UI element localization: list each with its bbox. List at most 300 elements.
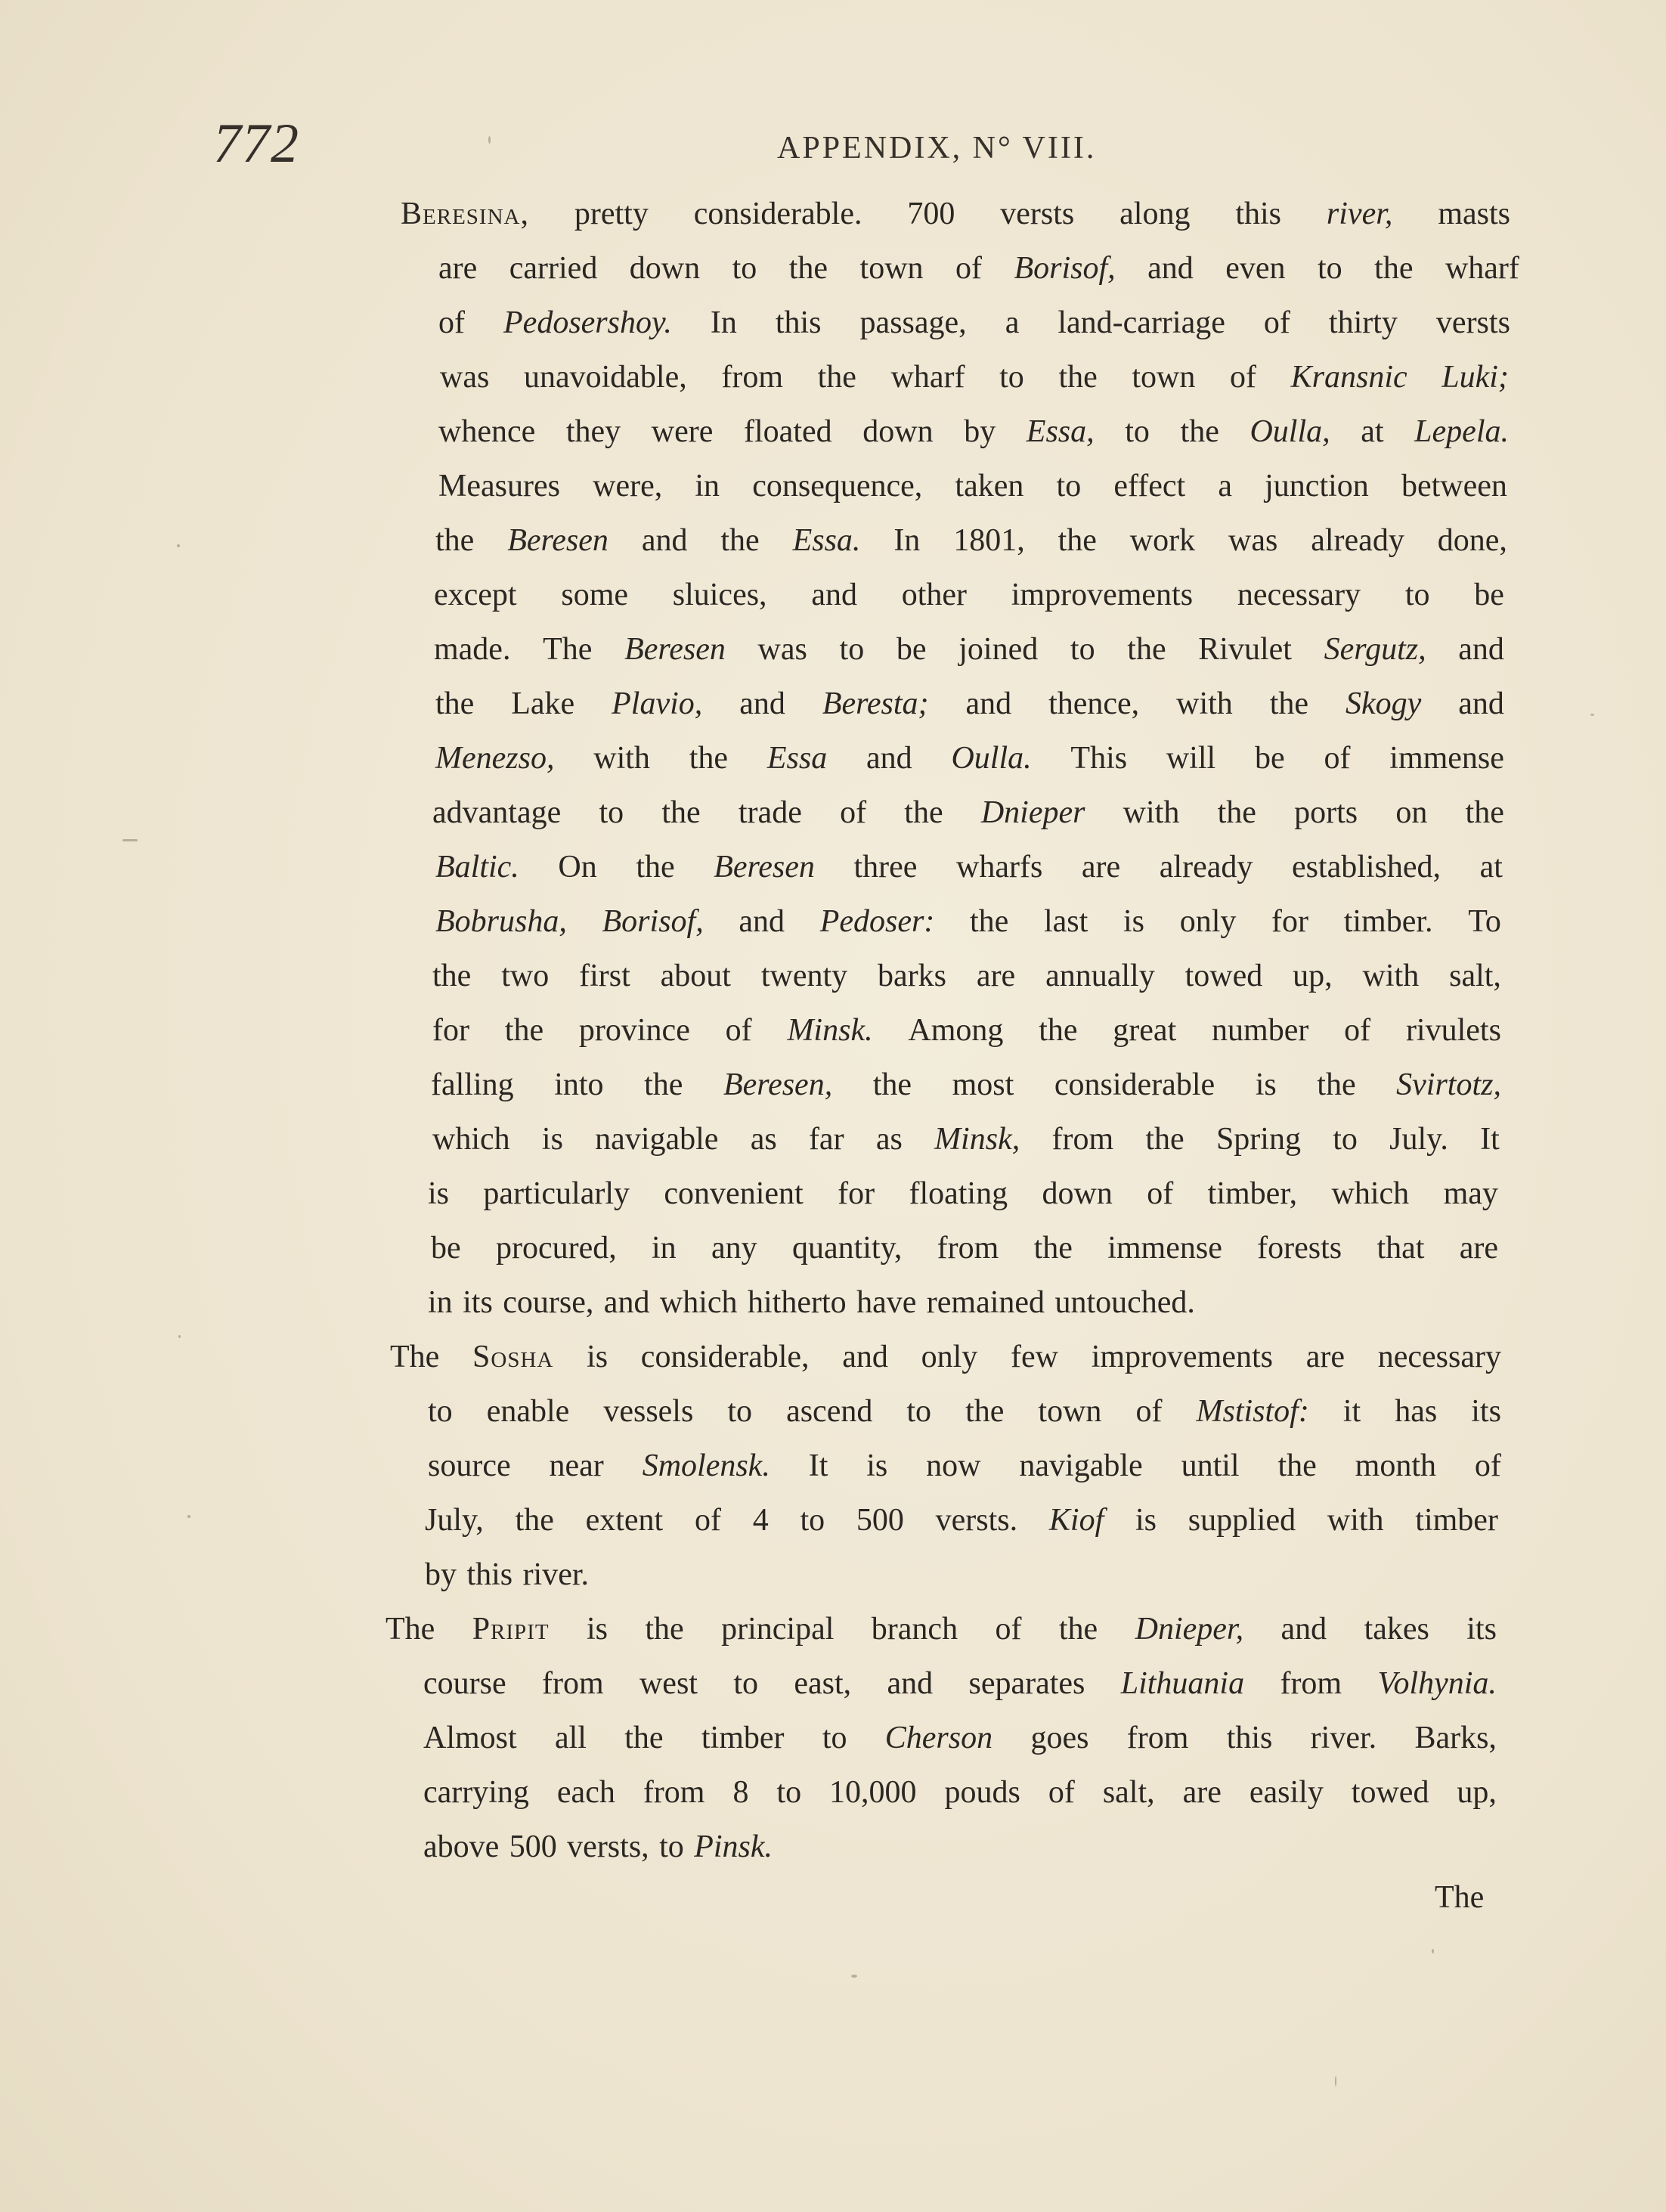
text-word: the [689, 741, 729, 776]
text-word: barks [878, 959, 947, 993]
text-word: done, [1437, 523, 1507, 558]
text-word: two [501, 959, 550, 993]
text-word: down [1042, 1176, 1113, 1211]
paper-speck [488, 136, 491, 144]
text-line [431, 1069, 1501, 1104]
text-word: until [1181, 1448, 1240, 1483]
text-word: to [776, 1775, 802, 1810]
text-word: To [1468, 904, 1501, 939]
text-word: to [906, 1394, 932, 1429]
text-word: the [965, 1394, 1005, 1429]
text-word: carrying [423, 1775, 529, 1810]
text-word: from [1280, 1666, 1342, 1701]
text-word: pretty [574, 197, 649, 231]
text-word: versts [1000, 197, 1075, 231]
text-word: wharf [890, 360, 965, 395]
text-word: up, [1457, 1775, 1497, 1810]
text-word: July, [425, 1503, 484, 1538]
text-word: course, [503, 1285, 594, 1320]
text-word: wharf [1445, 251, 1519, 286]
text-word: junction [1265, 469, 1369, 503]
text-word: which [432, 1122, 510, 1157]
text-word: annually [1045, 959, 1155, 993]
text-word: to [1125, 414, 1150, 449]
text-word: river, [1326, 197, 1393, 231]
text-word: are [1459, 1231, 1498, 1266]
text-line [438, 470, 1507, 505]
text-word: is [1135, 1503, 1157, 1538]
text-word: thirty [1328, 305, 1398, 340]
text-word: into [554, 1067, 604, 1102]
text-word: Barks, [1414, 1721, 1497, 1755]
text-word: Bobrusha, [435, 904, 567, 939]
text-word: effect [1113, 469, 1186, 503]
text-word: Rivulet [1198, 632, 1292, 667]
text-word: the [1058, 523, 1097, 558]
text-word: established, [1291, 850, 1441, 884]
text-line [435, 525, 1507, 559]
text-word: most [952, 1067, 1014, 1102]
text-word: thence, [1048, 686, 1140, 721]
text-word: are [1182, 1775, 1222, 1810]
text-line [438, 307, 1510, 342]
text-word: its [1471, 1394, 1501, 1429]
paper-speck [1432, 1949, 1434, 1953]
text-word: It [808, 1448, 828, 1483]
text-word: of [438, 305, 465, 340]
text-word: be [1255, 741, 1285, 776]
text-word: in [695, 469, 720, 503]
text-word: Dnieper, [1135, 1612, 1244, 1647]
text-word: from [1126, 1721, 1189, 1755]
text-word: a [1218, 469, 1232, 503]
text-word: to [659, 1829, 684, 1864]
text-word: between [1401, 469, 1507, 503]
text-word: navigable [1019, 1448, 1143, 1483]
text-word: the [645, 1612, 684, 1647]
text-word: necessary [1237, 578, 1361, 612]
text-word: Lake [511, 686, 575, 721]
text-word: separates [968, 1666, 1085, 1701]
text-word: from [1051, 1122, 1114, 1157]
text-line [438, 252, 1519, 287]
text-word: except [434, 578, 517, 612]
text-word: timber [701, 1721, 785, 1755]
text-word: the [1033, 1231, 1073, 1266]
text-word: July. [1389, 1122, 1448, 1157]
text-word: Essa, [1026, 414, 1095, 449]
text-word: its [1466, 1612, 1497, 1647]
text-word: whence [438, 414, 536, 449]
text-line [431, 1232, 1498, 1267]
text-word: Kransnic [1290, 360, 1407, 395]
text-word: Sosha [472, 1340, 554, 1374]
text-word: the [435, 523, 475, 558]
text-word: are [976, 959, 1016, 993]
text-word: Lepela. [1414, 414, 1509, 449]
text-word: versts [1435, 305, 1510, 340]
paper-speck [177, 544, 180, 547]
text-word: Dnieper [980, 795, 1085, 830]
text-word: Essa. [792, 523, 861, 558]
text-word: supplied [1188, 1503, 1296, 1538]
text-word: the [624, 1721, 664, 1755]
text-word: near [549, 1448, 604, 1483]
text-word: of [1230, 360, 1256, 395]
text-word: Beresina, [401, 197, 529, 231]
text-word: 10,000 [829, 1775, 917, 1810]
text-word: has [1395, 1394, 1438, 1429]
text-word: the [904, 795, 943, 830]
text-word: joined [958, 632, 1039, 667]
text-word: timber, [1207, 1176, 1298, 1211]
text-word: Lithuania [1120, 1666, 1245, 1701]
text-line [425, 1504, 1498, 1539]
text-word: Among [908, 1013, 1004, 1048]
text-word: west [639, 1666, 698, 1701]
text-word: course [423, 1666, 506, 1701]
paper-speck [1590, 714, 1594, 716]
text-word: with [593, 741, 650, 776]
text-line [423, 1831, 773, 1866]
text-word: the [970, 904, 1009, 939]
text-word: 500 [509, 1829, 557, 1864]
text-word: In [893, 523, 921, 558]
text-word: Borisof, [602, 904, 704, 939]
text-line [423, 1668, 1497, 1702]
text-word: is [586, 1612, 608, 1647]
text-word: they [565, 414, 621, 449]
text-word: In [710, 305, 737, 340]
text-word: The [390, 1340, 440, 1374]
text-word: Beresen [624, 632, 726, 667]
text-word: extent [585, 1503, 664, 1538]
text-word: is [587, 1340, 608, 1374]
text-line [434, 634, 1504, 668]
text-word: salt, [1449, 959, 1501, 993]
text-word: principal [721, 1612, 835, 1647]
text-word: Menezso, [435, 741, 555, 776]
text-word: considerable. [693, 197, 862, 231]
text-word: town [1132, 360, 1196, 395]
text-word: untouched. [1054, 1285, 1195, 1320]
text-word: Beresen [507, 523, 608, 558]
text-word: east, [794, 1666, 852, 1701]
text-word: of [725, 1013, 752, 1048]
text-word: Beresen [714, 850, 815, 884]
text-word: consequence, [752, 469, 923, 503]
text-word: and [603, 1285, 650, 1320]
text-line [432, 797, 1504, 832]
text-word: to [822, 1721, 847, 1755]
text-word: to [1318, 251, 1342, 286]
text-word: Measures [438, 469, 560, 503]
text-word: immense [1107, 1231, 1222, 1266]
text-word: now [926, 1448, 981, 1483]
text-word: On [558, 850, 597, 884]
text-word: number [1212, 1013, 1309, 1048]
text-word: the [1058, 1612, 1098, 1647]
text-word: is [541, 1122, 563, 1157]
text-word: of [995, 1612, 1022, 1647]
text-word: about [660, 959, 731, 993]
text-line [438, 416, 1509, 451]
text-line [435, 688, 1504, 723]
paper-speck [851, 1975, 857, 1978]
text-line [435, 851, 1503, 886]
text-word: unavoidable, [523, 360, 687, 395]
text-word: river. [1310, 1721, 1377, 1755]
text-word: the [1127, 632, 1166, 667]
text-word: takes [1364, 1612, 1429, 1647]
text-word: few [1011, 1340, 1058, 1374]
text-word: from [541, 1666, 604, 1701]
text-word: Mstistof: [1196, 1394, 1309, 1429]
text-word: first [579, 959, 630, 993]
text-word: for [838, 1176, 875, 1211]
catchword: The [1435, 1880, 1485, 1915]
text-word: This [1070, 741, 1128, 776]
text-word: be [431, 1231, 461, 1266]
text-word: Luki; [1441, 360, 1509, 395]
text-word: on [1395, 795, 1428, 830]
text-word: to [800, 1503, 825, 1538]
text-word: was [757, 632, 807, 667]
text-word: Kiof [1048, 1503, 1104, 1538]
text-word: rivulets [1405, 1013, 1501, 1048]
text-word: the [1277, 1448, 1317, 1483]
text-word: carried [509, 251, 598, 286]
text-word: of [1263, 305, 1290, 340]
text-word: masts [1438, 197, 1510, 231]
text-word: be [1474, 578, 1504, 612]
running-head: APPENDIX, N° VIII. [777, 131, 1097, 166]
paper-speck [178, 1335, 181, 1338]
text-word: timber. [1343, 904, 1433, 939]
text-word: advantage [432, 795, 562, 830]
text-line [440, 361, 1509, 396]
text-word: improvements [1011, 578, 1194, 612]
text-word: Essa [766, 741, 828, 776]
text-word: only [1179, 904, 1237, 939]
text-word: the [817, 360, 856, 395]
text-word: already [1159, 850, 1253, 884]
text-word: in [652, 1231, 677, 1266]
text-line [428, 1178, 1498, 1213]
text-word: for [1271, 904, 1309, 939]
text-word: and [1458, 632, 1504, 667]
text-line [423, 1777, 1497, 1811]
text-word: three [853, 850, 918, 884]
text-word: with [1362, 959, 1420, 993]
text-word: by [964, 414, 996, 449]
text-word: Svirtotz, [1396, 1067, 1501, 1102]
text-word: of [1344, 1013, 1371, 1048]
text-word: the [432, 959, 472, 993]
text-word: hitherto [747, 1285, 847, 1320]
text-word: the [1039, 1013, 1078, 1048]
text-word: from [937, 1231, 999, 1266]
text-line [401, 198, 1510, 233]
page-number: 772 [213, 113, 299, 175]
text-word: to [999, 360, 1024, 395]
text-word: and [739, 904, 785, 939]
text-word: Oulla, [1250, 414, 1330, 449]
text-word: were, [593, 469, 663, 503]
text-word: quantity, [791, 1231, 903, 1266]
text-word: it [1342, 1394, 1361, 1429]
text-line [428, 1450, 1501, 1485]
text-word: the [504, 1013, 544, 1048]
text-word: The [543, 632, 593, 667]
text-word: the [636, 850, 675, 884]
text-word: with [1176, 686, 1233, 721]
text-word: vessels [603, 1394, 694, 1429]
text-word: to [733, 1666, 758, 1701]
text-word: month [1355, 1448, 1437, 1483]
text-word: far [808, 1122, 844, 1157]
text-word: ports [1294, 795, 1358, 830]
paper-speck [122, 839, 138, 841]
text-word: land-carriage [1058, 305, 1225, 340]
text-word: province [578, 1013, 690, 1048]
text-word: with [1327, 1503, 1384, 1538]
text-word: 4 [752, 1503, 769, 1538]
text-word: and [965, 686, 1012, 721]
text-word: only [921, 1340, 978, 1374]
text-word: pouds [944, 1775, 1020, 1810]
text-word: Pedosershoy. [503, 305, 672, 340]
text-word: the [515, 1503, 554, 1538]
text-word: easily [1249, 1775, 1324, 1810]
text-word: the [788, 251, 828, 286]
text-line [390, 1341, 1501, 1376]
text-word: be [896, 632, 927, 667]
text-word: were [651, 414, 714, 449]
text-line [432, 1015, 1501, 1049]
text-word: remained [926, 1285, 1045, 1320]
text-word: Minsk, [934, 1122, 1020, 1157]
text-word: made. [434, 632, 511, 667]
text-word: for [432, 1013, 469, 1048]
text-word: Beresta; [822, 686, 929, 721]
text-word: is [428, 1176, 450, 1211]
text-line [432, 960, 1501, 995]
text-word: trade [738, 795, 802, 830]
text-word: great [1113, 1013, 1177, 1048]
text-word: will [1166, 741, 1216, 776]
text-word: with [1123, 795, 1180, 830]
text-word: town [859, 251, 924, 286]
text-word: improvements [1091, 1340, 1274, 1374]
text-word: Baltic. [435, 850, 519, 884]
text-word: navigable [595, 1122, 719, 1157]
text-word: passage, [859, 305, 967, 340]
text-word: of [1135, 1394, 1163, 1429]
text-word: The [386, 1612, 435, 1647]
text-word: of [1474, 1448, 1501, 1483]
text-word: the [661, 795, 701, 830]
text-word: Almost [423, 1721, 517, 1755]
text-word: branch [871, 1612, 958, 1647]
text-word: other [901, 578, 968, 612]
text-word: wharfs [956, 850, 1043, 884]
text-word: from [721, 360, 783, 395]
text-word: to [1333, 1122, 1358, 1157]
text-word: Borisof, [1014, 251, 1116, 286]
text-word: Pripit [472, 1612, 550, 1647]
text-word: immense [1389, 741, 1504, 776]
text-word: and [1280, 1612, 1327, 1647]
text-word: convenient [664, 1176, 804, 1211]
text-word: of [694, 1503, 721, 1538]
text-word: and [641, 523, 688, 558]
text-word: falling [431, 1067, 514, 1102]
text-word: above [423, 1829, 500, 1864]
text-word: are [1305, 1340, 1345, 1374]
text-word: to [599, 795, 624, 830]
text-word: of [1048, 1775, 1075, 1810]
text-word: the [644, 1067, 683, 1102]
text-word: twenty [760, 959, 848, 993]
text-word: versts. [935, 1503, 1018, 1538]
text-word: considerable, [640, 1340, 810, 1374]
text-word: along [1119, 197, 1191, 231]
paper-speck [187, 1515, 190, 1518]
text-word: Smolensk. [642, 1448, 770, 1483]
text-word: have [856, 1285, 917, 1320]
text-word: of [1324, 741, 1351, 776]
text-word: timber [1415, 1503, 1498, 1538]
text-word: the [1465, 795, 1504, 830]
text-word: that [1376, 1231, 1425, 1266]
text-word: to [839, 632, 865, 667]
text-line [423, 1722, 1497, 1757]
text-word: 500 [856, 1503, 904, 1538]
text-word: ascend [786, 1394, 873, 1429]
text-word: this [775, 305, 822, 340]
text-word: to [727, 1394, 753, 1429]
text-word: at [1361, 414, 1384, 449]
text-word: towed [1351, 1775, 1429, 1810]
text-word: all [554, 1721, 587, 1755]
text-word: floating [909, 1176, 1008, 1211]
text-word: the [1269, 686, 1309, 721]
text-word: was [440, 360, 490, 395]
text-line [428, 1396, 1501, 1430]
text-word: the [1145, 1122, 1184, 1157]
text-word: 700 [907, 197, 955, 231]
text-word: are [1081, 850, 1121, 884]
text-word: this [1235, 197, 1282, 231]
text-word: to [1056, 469, 1082, 503]
text-word: the [1317, 1067, 1356, 1102]
text-word: and [866, 741, 912, 776]
text-word: to [428, 1394, 453, 1429]
text-word: each [556, 1775, 615, 1810]
text-word: this [466, 1557, 513, 1592]
text-line [386, 1613, 1497, 1648]
text-word: Sergutz, [1324, 632, 1426, 667]
text-word: Cherson [884, 1721, 993, 1755]
text-word: already [1311, 523, 1404, 558]
text-word: river. [522, 1557, 590, 1592]
text-word: It [1480, 1122, 1500, 1157]
text-word: are [438, 251, 478, 286]
text-line [434, 579, 1504, 614]
text-word: down [629, 251, 701, 286]
text-word: Beresen, [723, 1067, 833, 1102]
